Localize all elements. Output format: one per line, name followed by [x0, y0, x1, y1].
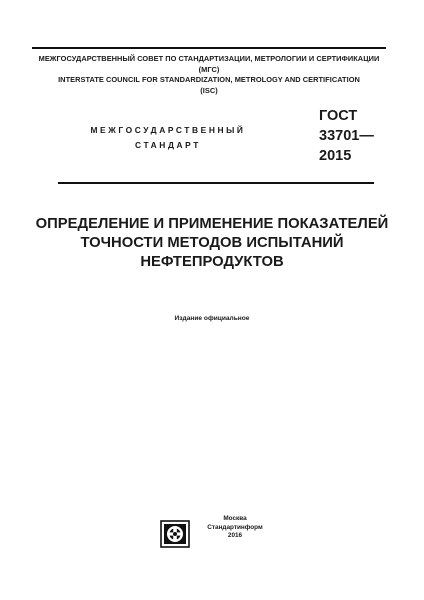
publisher-text: [194, 515, 276, 541]
standard-type-label: [68, 123, 268, 153]
document-title: [20, 215, 404, 272]
publisher-block: [160, 515, 270, 555]
standard-type-line2: СТАНДАРТ: [135, 140, 201, 150]
council-abbr-ru: (МГС): [198, 64, 220, 74]
title-divider: [58, 182, 374, 184]
council-header: [32, 54, 386, 96]
publisher-name: Стандартинформ: [207, 523, 263, 531]
title-line3: НЕФТЕПРОДУКТОВ: [140, 254, 284, 270]
publisher-city: Москва: [223, 515, 247, 522]
publisher-year: 2016: [227, 532, 243, 540]
designation-line2: 33701—: [319, 128, 374, 144]
council-abbr-en: (ISC): [200, 85, 218, 95]
title-line2: ТОЧНОСТИ МЕТОДОВ ИСПЫТАНИЙ: [80, 235, 344, 251]
standard-designation: [319, 106, 374, 166]
top-divider: [32, 47, 386, 49]
designation-line1: ГОСТ: [319, 108, 358, 124]
title-line1: ОПРЕДЕЛЕНИЕ И ПРИМЕНЕНИЕ ПОКАЗАТЕЛЕЙ: [35, 216, 389, 232]
council-name-ru: МЕЖГОСУДАРСТВЕННЫЙ СОВЕТ ПО СТАНДАРТИЗАЦИИ, МЕТРОЛОГИИ И СЕРТИФИКАЦИИ: [38, 54, 380, 63]
standard-type-line1: МЕЖГОСУДАРСТВЕННЫЙ: [90, 125, 246, 135]
council-name-en: INTERSTATE COUNCIL FOR STANDARDIZATION, METROLOGY AND CERTIFICATION: [58, 75, 360, 84]
edition-note: Издание официальное: [174, 315, 250, 322]
standartinform-logo-icon: [160, 520, 190, 548]
designation-line3: 2015: [319, 148, 352, 164]
